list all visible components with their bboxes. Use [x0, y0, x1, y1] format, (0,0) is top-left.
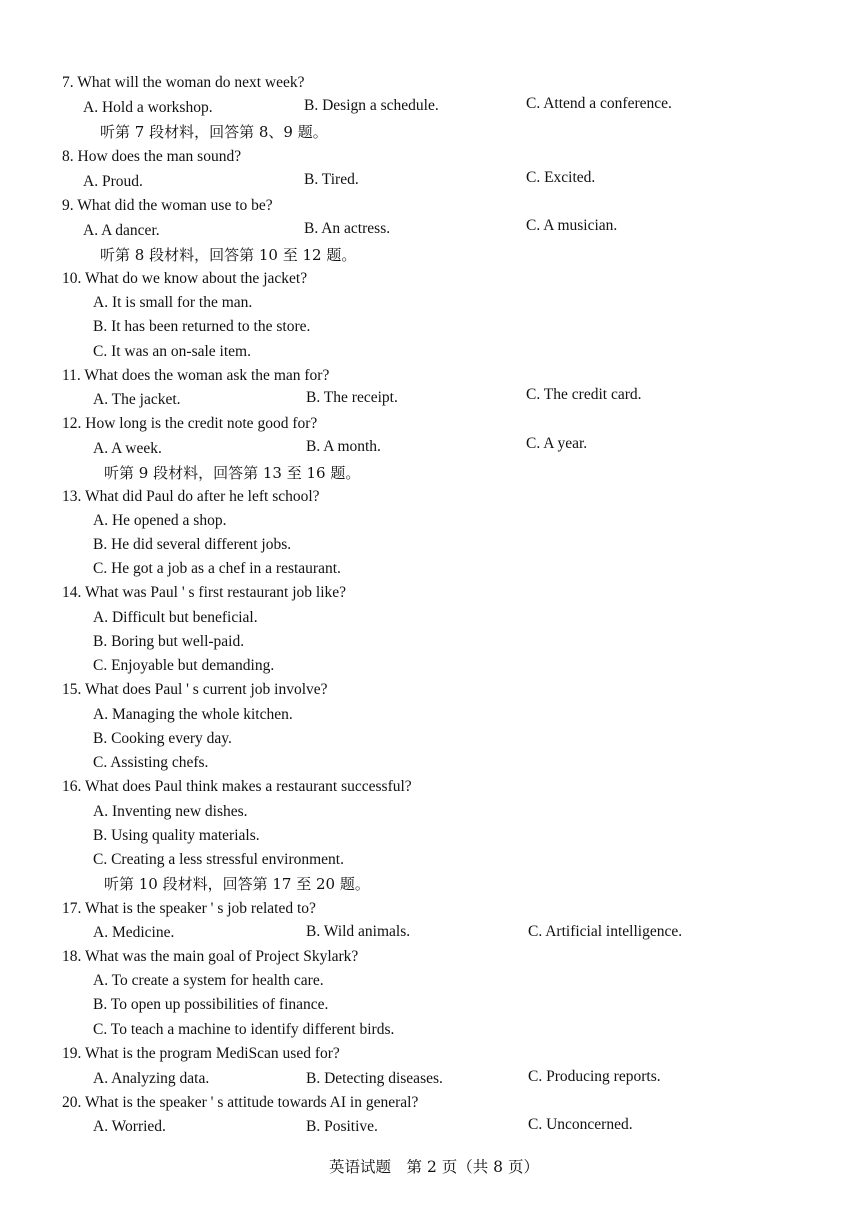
q8-option-a: A. Proud. [83, 173, 143, 190]
q7-option-b: B. Design a schedule. [304, 97, 439, 114]
q8-option-c: C. Excited. [526, 169, 596, 186]
q16-option-b: B. Using quality materials. [93, 827, 260, 844]
question-16: 16. What does Paul think makes a restaurant successful? [62, 778, 412, 795]
q13-option-b: B. He did several different jobs. [93, 536, 292, 553]
q9-option-c: C. A musician. [526, 217, 618, 234]
q14-option-c: C. Enjoyable but demanding. [93, 657, 275, 674]
question-8: 8. How does the man sound? [62, 148, 242, 165]
q13-option-a: A. He opened a shop. [93, 512, 227, 529]
q15-option-b: B. Cooking every day. [93, 730, 232, 747]
q10-option-a: A. It is small for the man. [93, 294, 253, 311]
q15-option-a: A. Managing the whole kitchen. [93, 706, 293, 723]
q12-option-a: A. A week. [93, 440, 162, 457]
instruction-7: 听第 7 段材料，回答第 8、9 题。 [100, 123, 328, 141]
question-20: 20. What is the speaker ' s attitude towards AI in general? [62, 1094, 419, 1111]
q19-option-c: C. Producing reports. [528, 1068, 661, 1085]
question-10: 10. What do we know about the jacket? [62, 270, 308, 287]
q7-option-a: A. Hold a workshop. [83, 99, 213, 116]
question-19: 19. What is the program MediScan used for? [62, 1045, 340, 1062]
q20-option-c: C. Unconcerned. [528, 1116, 633, 1133]
instruction-8: 听第 8 段材料，回答第 10 至 12 题。 [100, 246, 357, 264]
q18-option-b: B. To open up possibilities of finance. [93, 996, 329, 1013]
q13-option-c: C. He got a job as a chef in a restaurant. [93, 560, 341, 577]
q10-option-c: C. It was an on-sale item. [93, 343, 251, 360]
question-18: 18. What was the main goal of Project Skylark? [62, 948, 359, 965]
q10-option-b: B. It has been returned to the store. [93, 318, 311, 335]
q8-option-b: B. Tired. [304, 171, 359, 188]
q18-option-a: A. To create a system for health care. [93, 972, 324, 989]
instruction-10: 听第 10 段材料，回答第 17 至 20 题。 [104, 875, 370, 893]
question-13: 13. What did Paul do after he left school? [62, 488, 320, 505]
q20-option-a: A. Worried. [93, 1118, 166, 1135]
question-12: 12. How long is the credit note good for? [62, 415, 318, 432]
q20-option-b: B. Positive. [306, 1118, 378, 1135]
question-11: 11. What does the woman ask the man for? [62, 367, 330, 384]
q19-option-b: B. Detecting diseases. [306, 1070, 443, 1087]
q7-option-c: C. Attend a conference. [526, 95, 672, 112]
q17-option-b: B. Wild animals. [306, 923, 411, 940]
question-17: 17. What is the speaker ' s job related to? [62, 900, 316, 917]
q17-option-c: C. Artificial intelligence. [528, 923, 683, 940]
q17-option-a: A. Medicine. [93, 924, 175, 941]
q16-option-a: A. Inventing new dishes. [93, 803, 248, 820]
page-footer: 英语试题 第 2 页（共 8 页） [329, 1158, 539, 1176]
q15-option-c: C. Assisting chefs. [93, 754, 209, 771]
q18-option-c: C. To teach a machine to identify different birds. [93, 1021, 395, 1038]
question-14: 14. What was Paul ' s first restaurant job like? [62, 584, 347, 601]
q9-option-a: A. A dancer. [83, 222, 160, 239]
q16-option-c: C. Creating a less stressful environment. [93, 851, 344, 868]
instruction-9: 听第 9 段材料，回答第 13 至 16 题。 [104, 464, 361, 482]
question-15: 15. What does Paul ' s current job involve? [62, 681, 328, 698]
q12-option-c: C. A year. [526, 435, 588, 452]
q19-option-a: A. Analyzing data. [93, 1070, 210, 1087]
q11-option-b: B. The receipt. [306, 389, 398, 406]
q12-option-b: B. A month. [306, 438, 381, 455]
question-7: 7. What will the woman do next week? [62, 74, 305, 91]
q11-option-a: A. The jacket. [93, 391, 181, 408]
q14-option-b: B. Boring but well-paid. [93, 633, 245, 650]
q14-option-a: A. Difficult but beneficial. [93, 609, 258, 626]
q9-option-b: B. An actress. [304, 220, 391, 237]
question-9: 9. What did the woman use to be? [62, 197, 273, 214]
q11-option-c: C. The credit card. [526, 386, 642, 403]
